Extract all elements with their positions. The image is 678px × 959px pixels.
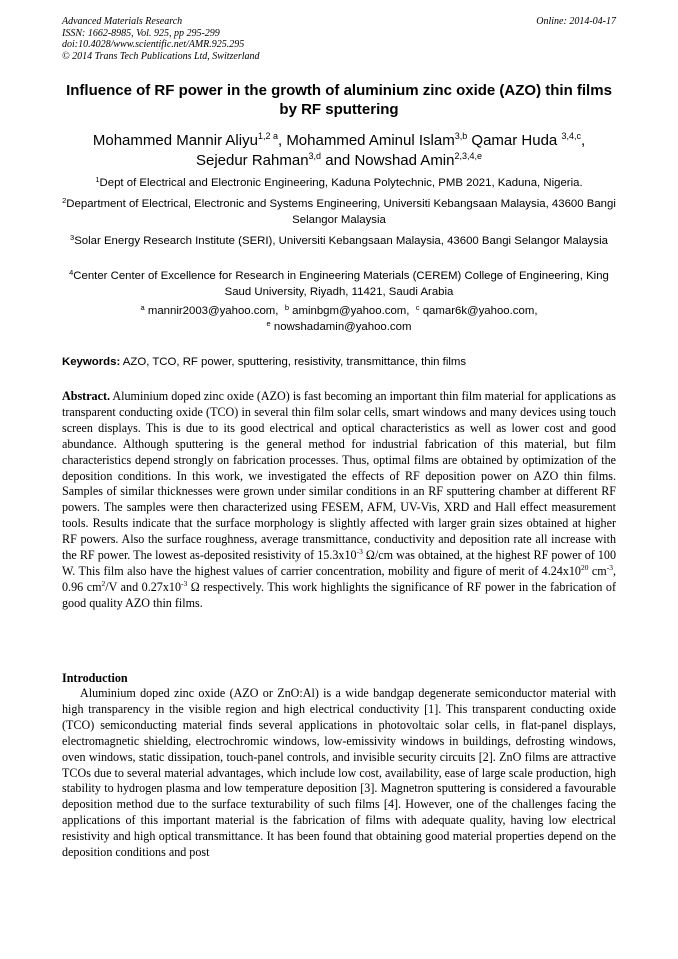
author-name: Sejedur Rahman <box>195 152 309 169</box>
author-list: Mohammed Mannir Aliyu$^{1,2 a}$, Mohammed Aminul Islam$^{3,b}$ Qamar Huda $^{3,4,c}$, Sejedur Rahman$^{3,d}$ and Nowshad Amin$^{2,3,4,e}$ <box>92 131 586 169</box>
copyright-line: © 2014 Trans Tech Publications Ltd, Switzerland <box>62 50 260 62</box>
author-sup: 3,4,c <box>561 131 581 141</box>
issn-line: ISSN: 1662-8985, Vol. 925, pp 295-299 <box>62 27 220 39</box>
abstract-label: Abstract. <box>62 389 111 403</box>
author-sup: 3,b <box>454 131 468 141</box>
author-name: Mohammed Mannir Aliyu <box>92 132 258 149</box>
affiliation-1: $^1$Dept of Electrical and Electronic Engineering, Kaduna Polytechnic, PMB 2021, Kaduna, Nigeria. <box>95 175 583 189</box>
introduction-paragraph: Aluminium doped zinc oxide (AZO or ZnO:Al) is a wide bandgap degenerate semiconductor material with high transparency in the visible region and high electrical conductivity [1]. This transparent conducting oxide (TCO) semiconducting material finds several applications in photovoltaic solar cells, in flat-panel displays, electromagnetic shielding, electrochromic windows, low-emissivity windows in buildings, defrosting windows, oven windows, static dissipation, touch-panel controls, and invisible security circuits [2]. ZnO films are attractive TCOs due to several material advantages, which include low cost, availability, ease of large scale production, high stability to hydrogen plasma and low temperature deposition [3]. Magnetron sputtering is considered a favourable deposition method due to the surface texturability of such films [4]. However, one of the challenges facing the applications of this important material is the fabrication of films with adequate quality, having low electrical resistivity and high optical transmittance. It has been found that obtaining good material properties depend on the deposition conditions and post <box>62 686 616 860</box>
author-sup: 2,3,4,e <box>454 151 483 161</box>
email-a[interactable]: mannir2003@yahoo.com, <box>147 305 279 317</box>
introduction-heading: Introduction <box>62 671 128 685</box>
author-sup: 1,2 a <box>257 131 278 141</box>
author-name: Nowshad Amin <box>354 152 455 169</box>
doi-line: doi:10.4028/www.scientific.net/AMR.925.295 <box>62 39 245 51</box>
journal-header <box>62 16 616 62</box>
keywords-text: AZO, TCO, RF power, sputtering, resistivity, transmittance, thin films <box>122 356 467 368</box>
author-name: Qamar Huda <box>471 132 562 149</box>
email-e[interactable]: nowshadamin@yahoo.com <box>273 321 412 333</box>
keywords-label: Keywords: <box>62 356 121 368</box>
journal-name: Advanced Materials Research <box>62 16 183 27</box>
email-b[interactable]: aminbgm@yahoo.com, <box>292 305 410 317</box>
online-date: Online: 2014-04-17 <box>536 16 616 27</box>
affiliation-4: $^4$Center Center of Excellence for Research in Engineering Materials (CEREM) College of Engineering, King Saud University, Riyadh, 11421, Saudi Arabia <box>69 268 609 298</box>
email-list: $^a$ mannir2003@yahoo.com, $^b$ aminbgm@yahoo.com, $^c$ qamar6k@yahoo.com, $^e$ nowshadamin@yahoo.com <box>140 303 538 333</box>
affiliation-3: $^3$Solar Energy Research Institute (SERI), Universiti Kebangsaan Malaysia, 43600 Bangi Selangor Malaysia <box>70 233 608 247</box>
keywords-line <box>62 354 616 370</box>
author-sup: 3,d <box>308 151 322 161</box>
email-c[interactable]: qamar6k@yahoo.com, <box>422 305 538 317</box>
author-name: Mohammed Aminul Islam <box>286 132 455 149</box>
affiliation-2: $^2$Department of Electrical, Electronic and Systems Engineering, Universiti Kebangsaan Malaysia, 43600 Bangi Selangor Malaysia <box>62 196 616 226</box>
abstract-paragraph: Abstract. Aluminium doped zinc oxide (AZO) is fast becoming an important thin film material for applications as transparent conducting oxide (TCO) in several thin film solar cells, smart windows and many devices using touch screen displays. This is due to its good electrical and optical characteristics as well as lower cost and good abundance. Although sputtering is the general method for industrial fabrication of this material, but film characteristics depend strongly on fabrication processes. Thus, optimal films are obtained by optimization of the deposition conditions. In this work, we investigated the effects of RF deposition power on AZO thin films. Samples of similar thicknesses were grown under similar conditions in an RF sputtering chamber at different RF powers. The samples were then characterized using FESEM, AFM, UV-Vis, XRD and Hall effect measurement tools. Results indicate that the surface morphology is slightly affected with larger grain sizes obtained at higher RF powers. Also the surface roughness, average transmittance, conductivity and deposition rate all increase with the RF power. The lowest as-deposited resistivity of $15.3x10^{-3}$ Ω/cm was obtained, at the highest RF power of 100 W. This film also have the highest values of carrier concentration, mobility and figure of merit of $4.24x10^{20}$ $cm^{-3}$, 0.96 $cm^2/V$ and $0.27x10^{-3}$ Ω respectively. This work highlights the significance of RF power in the fabrication of good quality AZO thin films. <box>62 389 617 610</box>
paper-title: Influence of RF power in the growth of aluminium zinc oxide (AZO) thin films by RF sputtering <box>66 82 612 118</box>
